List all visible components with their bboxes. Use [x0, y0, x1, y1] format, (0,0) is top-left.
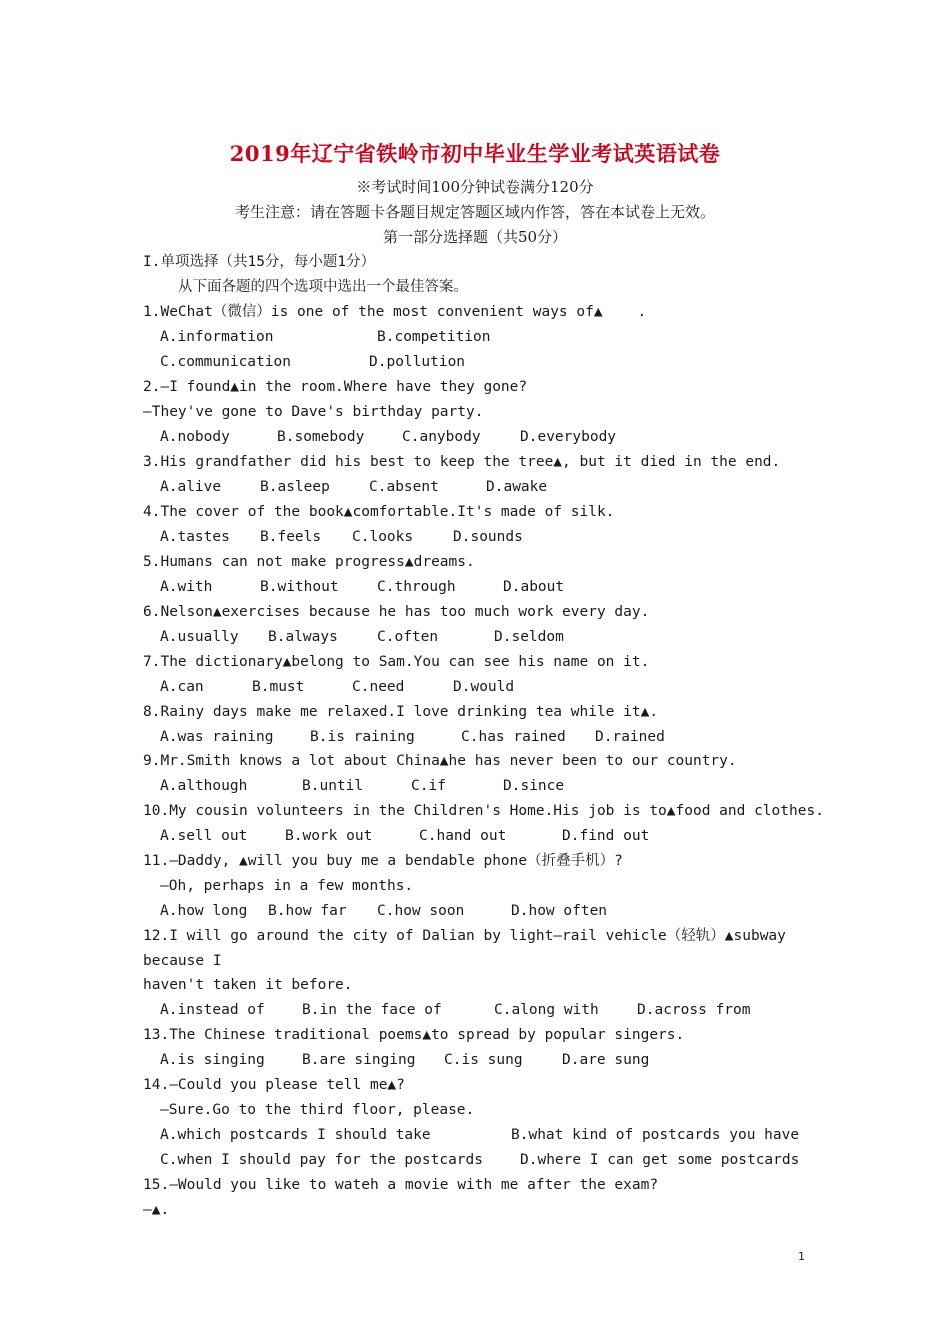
q11-option-b: B.how far [268, 903, 347, 919]
question-12-cont2: haven't taken it before. [143, 977, 353, 993]
q5-option-d: D.about [503, 579, 565, 595]
q4-option-a: A.tastes [160, 529, 230, 545]
q13-option-b: B.are singing [302, 1052, 416, 1068]
question-9: 9.Mr.Smith knows a lot about China▲he has never been to our country. [143, 753, 737, 769]
q13-option-a: A.is singing [160, 1052, 265, 1068]
question-12-cont: because I [143, 953, 222, 969]
exam-title: 2019年辽宁省铁岭市初中毕业生学业考试英语试卷 [229, 141, 721, 166]
q2-option-a: A.nobody [160, 429, 230, 445]
time-note: ※考试时间100分钟试卷满分120分 [356, 178, 594, 196]
section-heading: I.单项选择（共15分，每小题1分） [143, 254, 376, 270]
q3-option-b: B.asleep [260, 479, 330, 495]
section-instruction: 从下面各题的四个选项中选出一个最佳答案。 [178, 279, 468, 295]
q6-option-c: C.often [377, 629, 439, 645]
q7-option-b: B.must [252, 679, 305, 695]
q8-option-d: D.rained [595, 729, 665, 745]
question-15-reply: —▲. [143, 1202, 170, 1218]
q7-option-d: D.would [453, 679, 515, 695]
question-2: 2.—I found▲in the room.Where have they gone? [143, 379, 528, 395]
q13-option-c: C.is sung [444, 1052, 523, 1068]
question-6: 6.Nelson▲exercises because he has too much work every day. [143, 604, 650, 620]
q4-option-d: D.sounds [453, 529, 523, 545]
q12-option-d: D.across from [637, 1002, 751, 1018]
question-11: 11.—Daddy, ▲will you buy me a bendable phone（折叠手机）? [143, 853, 623, 869]
question-4: 4.The cover of the book▲comfortable.It's made of silk. [143, 504, 615, 520]
q12-option-c: C.along with [494, 1002, 599, 1018]
q7-option-a: A.can [160, 679, 204, 695]
q10-option-c: C.hand out [419, 828, 507, 844]
q4-option-b: B.feels [260, 529, 322, 545]
q14-option-d: D.where I can get some postcards [520, 1152, 800, 1168]
question-15: 15.—Would you like to wateh a movie with me after the exam? [143, 1177, 659, 1193]
q9-option-a: A.although [160, 778, 248, 794]
question-2-reply: —They've gone to Dave's birthday party. [143, 404, 484, 420]
q9-option-b: B.until [302, 778, 364, 794]
q6-option-d: D.seldom [494, 629, 564, 645]
q5-option-b: B.without [260, 579, 339, 595]
q14-option-a: A.which postcards I should take [160, 1127, 431, 1143]
q2-option-b: B.somebody [277, 429, 365, 445]
question-3: 3.His grandfather did his best to keep the tree▲, but it died in the end. [143, 454, 781, 470]
question-14: 14.—Could you please tell me▲? [143, 1077, 405, 1093]
question-12: 12.I will go around the city of Dalian by light—rail vehicle（轻轨）▲subway [143, 928, 786, 944]
q14-option-c: C.when I should pay for the postcards [160, 1152, 484, 1168]
q9-option-c: C.if [411, 778, 446, 794]
question-7: 7.The dictionary▲belong to Sam.You can see his name on it. [143, 654, 650, 670]
q1-option-b: B.competition [377, 329, 491, 345]
q1-option-d: D.pollution [369, 354, 466, 370]
question-10: 10.My cousin volunteers in the Children's Home.His job is to▲food and clothes. [143, 803, 824, 819]
q12-option-a: A.instead of [160, 1002, 265, 1018]
q6-option-b: B.always [268, 629, 338, 645]
q7-option-c: C.need [352, 679, 405, 695]
q8-option-a: A.was raining [160, 729, 274, 745]
q3-option-c: C.absent [369, 479, 439, 495]
question-1: 1.WeChat（微信）is one of the most convenient ways of▲ . [143, 304, 647, 320]
q11-option-a: A.how long [160, 903, 248, 919]
q13-option-d: D.are sung [562, 1052, 650, 1068]
q3-option-a: A.alive [160, 479, 222, 495]
q1-option-a: A.information [160, 329, 274, 345]
q9-option-d: D.since [503, 778, 565, 794]
q5-option-c: C.through [377, 579, 456, 595]
q11-option-c: C.how soon [377, 903, 465, 919]
page-number: 1 [798, 1250, 805, 1263]
question-14-reply: —Sure.Go to the third floor, please. [160, 1102, 475, 1118]
q8-option-c: C.has rained [461, 729, 566, 745]
part-heading: 第一部分选择题（共50分） [382, 228, 568, 246]
q10-option-b: B.work out [285, 828, 373, 844]
q6-option-a: A.usually [160, 629, 239, 645]
q10-option-d: D.find out [562, 828, 650, 844]
question-11-reply: —Oh, perhaps in a few months. [160, 878, 414, 894]
q14-option-b: B.what kind of postcards you have [511, 1127, 800, 1143]
q2-option-c: C.anybody [402, 429, 481, 445]
question-13: 13.The Chinese traditional poems▲to spread by popular singers. [143, 1027, 685, 1043]
q4-option-c: C.looks [352, 529, 414, 545]
notice: 考生注意：请在答题卡各题目规定答题区域内作答，答在本试卷上无效。 [234, 203, 715, 221]
question-8: 8.Rainy days make me relaxed.I love drinking tea while it▲. [143, 704, 659, 720]
q12-option-b: B.in the face of [302, 1002, 442, 1018]
q2-option-d: D.everybody [520, 429, 617, 445]
q3-option-d: D.awake [486, 479, 548, 495]
question-5: 5.Humans can not make progress▲dreams. [143, 554, 475, 570]
q5-option-a: A.with [160, 579, 213, 595]
q1-option-c: C.communication [160, 354, 291, 370]
q10-option-a: A.sell out [160, 828, 248, 844]
q11-option-d: D.how often [511, 903, 608, 919]
q8-option-b: B.is raining [310, 729, 415, 745]
